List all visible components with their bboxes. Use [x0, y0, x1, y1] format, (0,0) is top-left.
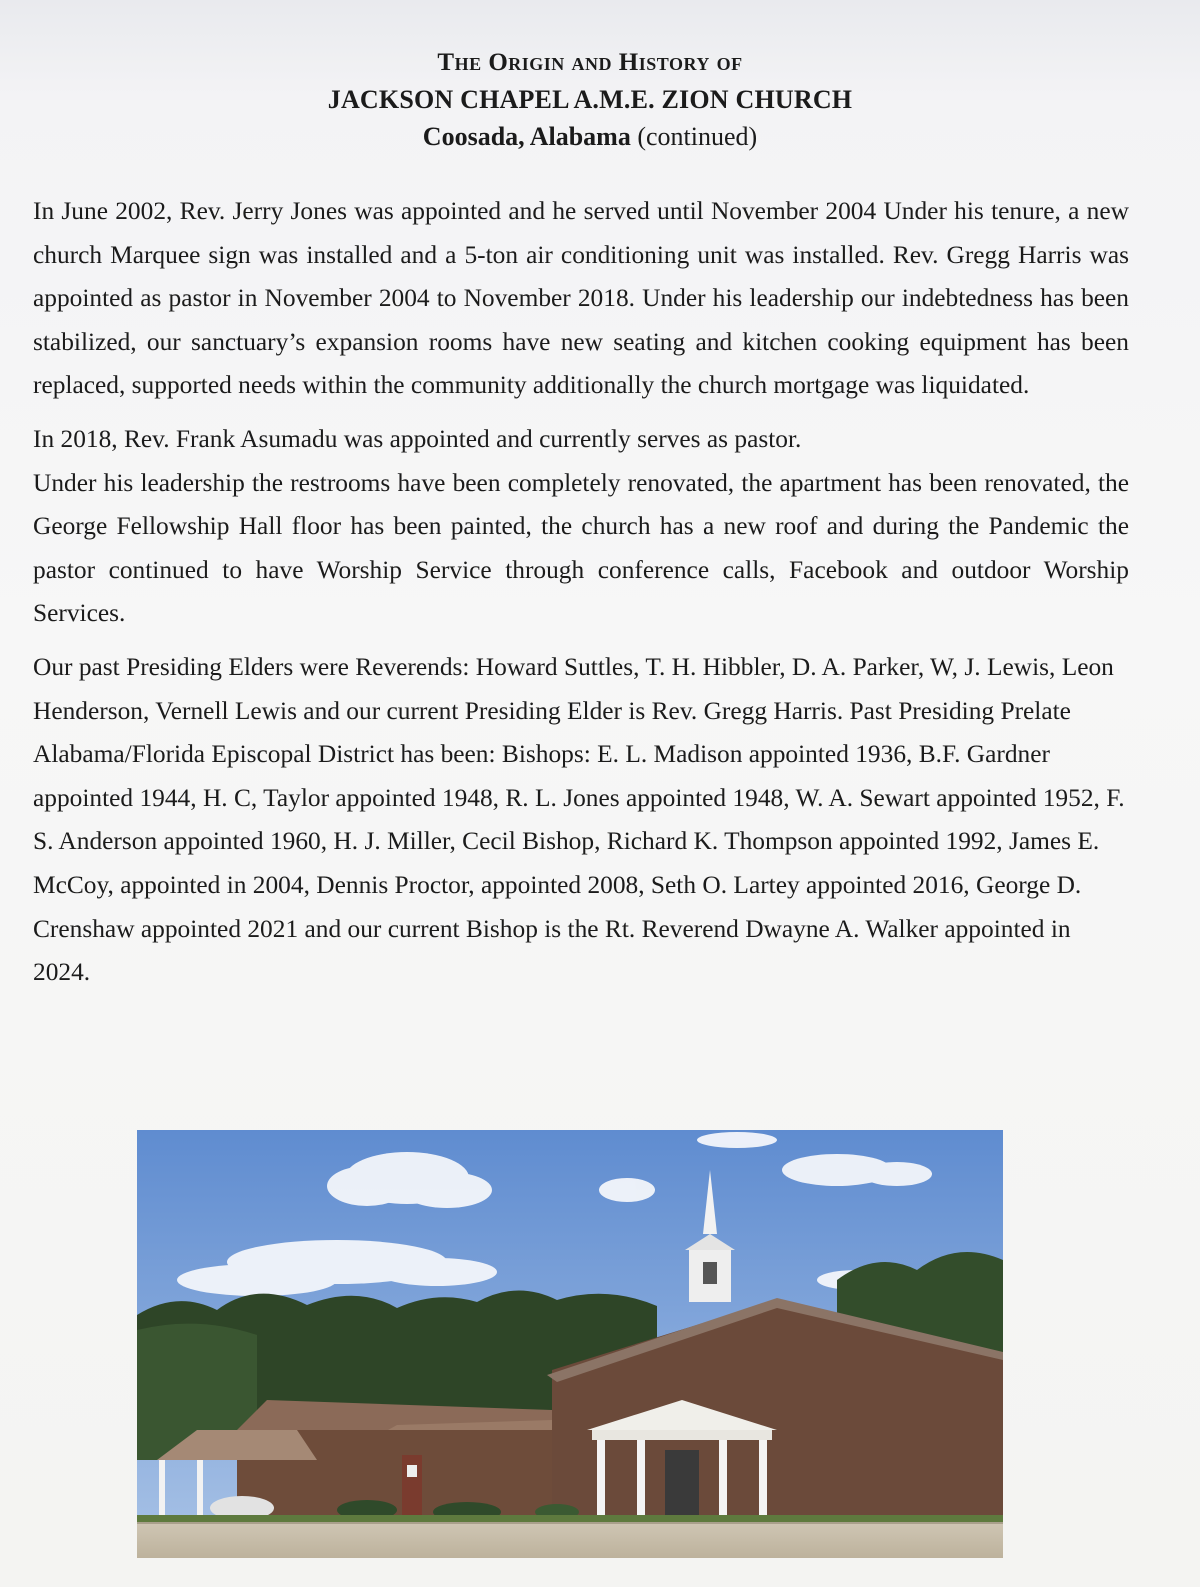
paragraph-pastors-2002-2018: In June 2002, Rev. Jerry Jones was appointed and he served until November 2004 Under his tenure, a new church Marquee sign was installed and a 5-ton air conditioning unit was installed. Rev. Gregg Harris was appointed as pastor in November 2004 to November 2018. Under his leadership our indebtedness has been stabilized, our sanctuary’s expansion rooms have new seating and kitchen cooking equipment has been replaced, supported needs within the community additionally the church mortgage was liquidated. [33, 197, 1129, 400]
location: Coosada, Alabama [422, 122, 631, 151]
paragraph-elders-bishops: Our past Presiding Elders were Reverends: Howard Suttles, T. H. Hibbler, D. A. Parker, W, J. Lewis, Leon Henderson, Vernell Lewis and our current Presiding Elder is Rev. Gregg Harris. Past Presiding Prelate Alabama/Florida Episcopal District has been: Bishops: E. L. Madison appointed 1936, B.F. Gardner appointed 1944, H. C, Taylor appointed 1948, R. L. Jones appointed 1948, W. A. Sewart appointed 1952, F. S. Anderson appointed 1960, H. J. Miller, Cecil Bishop, Richard K. Thompson appointed 1992, James E. McCoy, appointed in 2004, Dennis Proctor, appointed 2008, Seth O. Lartey appointed 2016, George D. Crenshaw appointed 2021 and our current Bishop is the Rt. Reverend Dwayne A. Walker appointed in 2024. [33, 652, 1125, 987]
church-photo [137, 1130, 1003, 1558]
paragraph-asumadu-appointment: In 2018, Rev. Frank Asumadu was appointed and currently serves as pastor. [33, 424, 802, 453]
location-line [0, 118, 1180, 155]
document-body [33, 190, 1129, 1005]
paragraph-asumadu-leadership: Under his leadership the restrooms have been completely renovated, the apartment has been renovated, the George Fellowship Hall floor has been painted, the church has a new roof and during the Pandemic the pastor continued to have Worship Service through conference calls, Facebook and outdoor Worship Services. [33, 468, 1129, 628]
document-header [0, 44, 1180, 155]
church-name: JACKSON CHAPEL A.M.E. ZION CHURCH [327, 85, 853, 114]
continued-label: (continued) [637, 122, 758, 151]
title-line-1: The Origin and History of [437, 49, 743, 76]
